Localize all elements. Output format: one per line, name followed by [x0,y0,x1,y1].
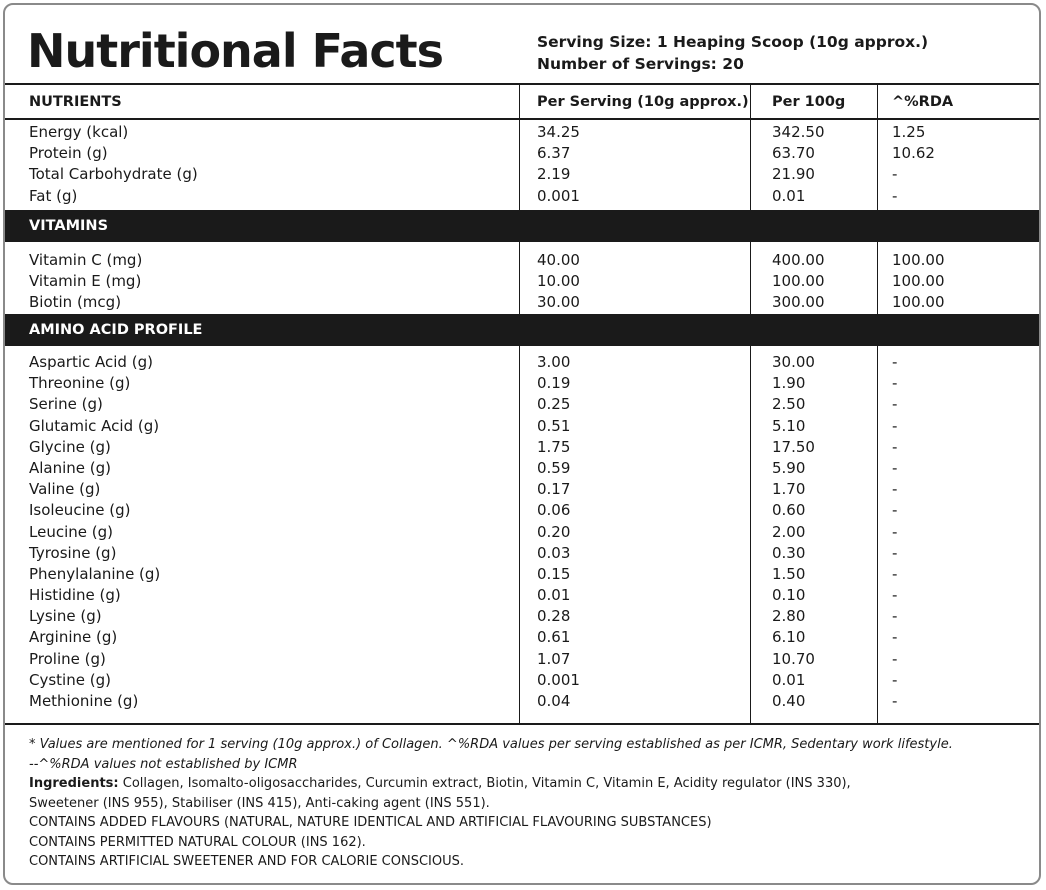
per-serving-value: 10.00 [537,272,580,291]
table-row [5,186,1039,207]
nutrient-name: Aspartic Acid (g) [29,353,153,371]
nutrient-name: Total Carbohydrate (g) [29,165,198,184]
nutrient-name: Serine (g) [29,395,103,414]
table-row [5,292,1039,313]
rda-value: - [892,670,898,689]
per-serving-value: 40.00 [537,251,580,269]
flavours-statement: CONTAINS ADDED FLAVOURS (NATURAL, NATURE IDENTICAL AND ARTIFICIAL FLAVOURING SUBSTANCES) [29,815,712,830]
ingredients-text-continued: Sweetener (INS 955), Stabiliser (INS 415), Anti-caking agent (INS 551). [29,795,490,811]
per-100g-value: 2.00 [772,522,806,541]
per-100g-value: 21.90 [772,165,815,184]
table-row [5,670,1039,691]
ingredients-text: Collagen, Isomalto-oligosaccharides, Curcumin extract, Biotin, Vitamin C, Vitamin E, Acidity regulator (INS 330), [118,776,851,791]
table-row [5,271,1039,292]
section-header-amino-acids: AMINO ACID PROFILE [5,314,1039,346]
rda-value: - [892,543,898,562]
rda-value: - [892,649,898,668]
per-serving-value: 0.59 [537,458,571,477]
per-serving-value: 30.00 [537,293,580,312]
table-row [5,122,1039,143]
nutrient-name: Methionine (g) [29,692,139,710]
table-row [5,543,1039,564]
footnotes [29,735,1025,872]
per-100g-value: 1.50 [772,564,806,583]
per-100g-value: 0.10 [772,586,806,605]
table-row [5,564,1039,585]
serving-info [537,31,928,75]
per-serving-value: 0.28 [537,607,571,626]
rda-value: - [892,607,898,626]
per-serving-value: 0.15 [537,564,571,583]
nutrient-name: Energy (kcal) [29,123,129,141]
table-row [5,585,1039,606]
rda-value: - [892,522,898,541]
per-serving-value: 1.75 [537,437,571,456]
rda-value: 100.00 [892,293,945,312]
nutrient-name: Tyrosine (g) [29,543,117,562]
table-row [5,143,1039,164]
per-serving-value: 0.25 [537,395,571,414]
nutrient-name: Valine (g) [29,480,101,499]
rda-value: - [892,501,898,520]
table-row [5,352,1039,373]
rda-value: - [892,586,898,605]
column-header-per-100g: Per 100g [772,94,846,110]
nutrient-name: Glutamic Acid (g) [29,416,160,435]
per-100g-value: 300.00 [772,293,825,312]
title-divider [5,83,1039,85]
per-100g-value: 5.90 [772,458,806,477]
per-100g-value: 100.00 [772,272,825,291]
rda-value: - [892,628,898,647]
per-serving-value: 0.001 [537,670,580,689]
per-serving-value: 0.03 [537,543,571,562]
per-serving-value: 34.25 [537,123,580,141]
rda-value: - [892,692,898,710]
page-title: Nutritional Facts [27,24,444,78]
nutrient-name: Arginine (g) [29,628,118,647]
table-row [5,250,1039,271]
table-row [5,479,1039,500]
number-of-servings: Number of Servings: 20 [537,55,744,73]
footnote-serving: * Values are mentioned for 1 serving (10g approx.) of Collagen. ^%RDA values per serving established as per ICMR, Sedentary work lifestyle. [29,737,953,752]
nutrient-name: Glycine (g) [29,437,111,456]
rda-value: - [892,458,898,477]
per-100g-value: 5.10 [772,416,806,435]
table-row [5,500,1039,521]
per-serving-value: 6.37 [537,144,571,163]
rda-value: 10.62 [892,144,935,163]
rda-value: - [892,480,898,499]
per-serving-value: 3.00 [537,353,571,371]
header-divider [5,118,1039,120]
per-serving-value: 0.01 [537,586,571,605]
rda-value: - [892,395,898,414]
colour-statement: CONTAINS PERMITTED NATURAL COLOUR (INS 162). [29,834,366,850]
nutrient-name: Threonine (g) [29,374,131,393]
per-100g-value: 2.80 [772,607,806,626]
nutrient-name: Vitamin E (mg) [29,272,142,291]
per-100g-value: 0.40 [772,692,806,710]
section-header-vitamins: VITAMINS [5,210,1039,242]
nutrient-name: Leucine (g) [29,522,113,541]
per-100g-value: 17.50 [772,437,815,456]
per-100g-value: 30.00 [772,353,815,371]
per-100g-value: 0.01 [772,186,806,205]
ingredients-label: Ingredients: [29,776,119,791]
per-100g-value: 1.70 [772,480,806,499]
rda-value: - [892,353,898,371]
per-100g-value: 63.70 [772,144,815,163]
per-serving-value: 1.07 [537,649,571,668]
per-serving-value: 0.20 [537,522,571,541]
nutrient-name: Lysine (g) [29,607,102,626]
table-row [5,373,1039,394]
per-serving-value: 2.19 [537,165,571,184]
per-100g-value: 0.30 [772,543,806,562]
table-row [5,437,1039,458]
vitamins-section [5,250,1039,314]
serving-size: Serving Size: 1 Heaping Scoop (10g approx.) [537,33,929,51]
table-bottom-divider [5,723,1039,725]
per-100g-value: 0.01 [772,670,806,689]
table-row [5,458,1039,479]
per-100g-value: 342.50 [772,123,825,141]
per-serving-value: 0.17 [537,480,571,499]
per-100g-value: 2.50 [772,395,806,414]
per-100g-value: 400.00 [772,251,825,269]
nutrient-name: Alanine (g) [29,458,112,477]
nutrient-name: Isoleucine (g) [29,501,131,520]
per-100g-value: 6.10 [772,628,806,647]
table-row [5,164,1039,185]
table-row [5,416,1039,437]
column-header-per-serving: Per Serving (10g approx.) [537,94,749,110]
nutrient-name: Fat (g) [29,186,78,205]
per-serving-value: 0.001 [537,186,580,205]
nutrients-section [5,122,1039,207]
footnote-rda: --^%RDA values not established by ICMR [29,756,298,772]
amino-acids-section [5,352,1039,712]
per-serving-value: 0.19 [537,374,571,393]
nutrient-name: Proline (g) [29,649,106,668]
rda-value: - [892,437,898,456]
table-row [5,649,1039,670]
table-row [5,691,1039,712]
table-row [5,522,1039,543]
rda-value: 100.00 [892,272,945,291]
per-serving-value: 0.61 [537,628,571,647]
column-header-rda: ^%RDA [892,94,954,110]
nutrient-name: Histidine (g) [29,586,121,605]
per-serving-value: 0.06 [537,501,571,520]
nutrient-name: Protein (g) [29,144,108,163]
table-row [5,606,1039,627]
ingredients-line [29,774,1025,794]
rda-value: - [892,416,898,435]
rda-value: - [892,564,898,583]
column-header-nutrients: NUTRIENTS [29,94,122,110]
table-row [5,627,1039,648]
rda-value: 1.25 [892,123,926,141]
rda-value: - [892,165,898,184]
nutrient-name: Phenylalanine (g) [29,564,161,583]
rda-value: - [892,374,898,393]
rda-value: 100.00 [892,251,945,269]
nutrient-name: Cystine (g) [29,670,111,689]
per-100g-value: 1.90 [772,374,806,393]
nutrition-label [3,3,1041,885]
per-100g-value: 10.70 [772,649,815,668]
sweetener-statement: CONTAINS ARTIFICIAL SWEETENER AND FOR CALORIE CONSCIOUS. [29,854,464,869]
rda-value: - [892,186,898,205]
nutrient-name: Vitamin C (mg) [29,251,143,269]
per-100g-value: 0.60 [772,501,806,520]
nutrient-name: Biotin (mcg) [29,293,122,312]
per-serving-value: 0.51 [537,416,571,435]
per-serving-value: 0.04 [537,692,571,710]
table-row [5,394,1039,415]
